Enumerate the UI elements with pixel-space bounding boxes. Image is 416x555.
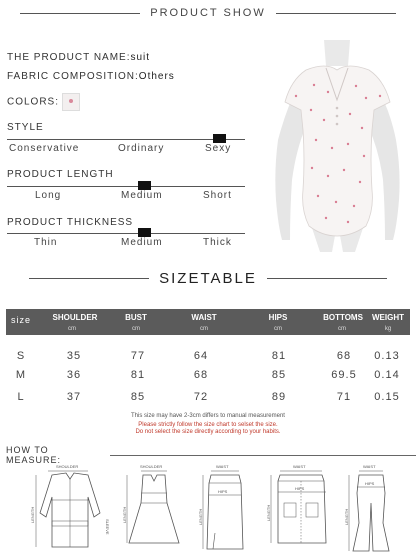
weight-cell: 0.13 — [374, 350, 400, 362]
table-row — [0, 350, 416, 366]
col-waist: WAIST — [191, 313, 217, 322]
shoulder-label: SHOULDER — [140, 464, 163, 469]
hips-label: HIPS — [295, 486, 305, 491]
product-name-value: suit — [130, 52, 151, 63]
divider-line — [20, 13, 140, 14]
col-shoulder: SHOULDER — [52, 313, 98, 322]
length-label: LENGTH — [122, 506, 127, 523]
bust-cell: 85 — [130, 391, 146, 403]
color-swatch[interactable] — [62, 93, 80, 111]
scale-label: Ordinary — [118, 143, 165, 154]
bottoms-cell: 69.5 — [331, 369, 357, 381]
fabric-value: Others — [138, 71, 175, 82]
warning-note: Do not select the size directly according to your habits. — [135, 429, 281, 435]
scale-label: Conservative — [9, 143, 80, 154]
sleeve-label: SLEEVE — [105, 519, 110, 535]
waist-label: WAIST — [216, 464, 229, 469]
divider-line — [267, 278, 387, 279]
fabric-row — [7, 71, 175, 82]
col-weight: WEIGHT — [372, 313, 404, 322]
scale-indicator — [213, 134, 226, 143]
bottoms-cell: 68 — [336, 350, 352, 362]
product-name-row — [7, 52, 150, 63]
scale-label: Medium — [121, 190, 163, 201]
hips-label: HIPS — [218, 489, 228, 494]
unit-label: cm — [274, 326, 282, 332]
size-table-header — [6, 309, 410, 335]
skirt-measure-diagram — [199, 463, 249, 553]
sizetable-header — [0, 270, 416, 287]
waist-label: WAIST — [293, 464, 306, 469]
hips-label: HIPS — [365, 481, 375, 486]
warning-note: Please strictly follow the size chart to selset the size. — [138, 422, 278, 428]
scale-label: Short — [203, 190, 232, 201]
col-hips: HIPS — [268, 313, 288, 322]
length-label: LENGTH — [198, 508, 203, 525]
fabric-label: FABRIC COMPOSITION: — [7, 71, 139, 82]
col-bust: BUST — [125, 313, 147, 322]
divider-line — [276, 13, 396, 14]
shoulder-cell: 36 — [66, 369, 82, 381]
bottoms-cell: 71 — [336, 391, 352, 403]
colors-row — [7, 93, 80, 111]
shoulder-cell: 35 — [66, 350, 82, 362]
unit-label: cm — [338, 326, 346, 332]
waist-cell: 64 — [193, 350, 209, 362]
length-label: LENGTH — [266, 504, 271, 521]
scale-label: Thin — [34, 237, 58, 248]
scale-label: Thick — [203, 237, 232, 248]
col-bottoms: BOTTOMS — [323, 313, 363, 322]
pants-measure-diagram — [345, 463, 395, 553]
weight-cell: 0.14 — [374, 369, 400, 381]
scale-label: Sexy — [205, 143, 232, 154]
divider-line — [29, 278, 149, 279]
hips-cell: 89 — [271, 391, 287, 403]
unit-label: cm — [68, 326, 76, 332]
scale-indicator — [138, 228, 151, 237]
length-label: LENGTH — [30, 506, 35, 523]
unit-label: kg — [384, 326, 392, 332]
weight-cell: 0.15 — [374, 391, 400, 403]
shirt-measure-diagram — [30, 463, 114, 553]
hips-cell: 85 — [271, 369, 287, 381]
bust-cell: 77 — [130, 350, 146, 362]
product-name-label: THE PRODUCT NAME: — [7, 52, 131, 63]
table-row — [0, 369, 416, 385]
scale-bar — [7, 186, 245, 187]
scale-bar — [7, 139, 245, 140]
section-title: PRODUCT SHOW — [150, 7, 266, 19]
scale-indicator — [138, 181, 151, 190]
colors-label: COLORS: — [7, 96, 60, 108]
waist-cell: 68 — [193, 369, 209, 381]
dress-measure-diagram — [123, 463, 185, 553]
how-to-measure-header — [6, 445, 416, 465]
scale-label: Long — [35, 190, 62, 201]
section-title: HOW TO MEASURE: — [6, 445, 62, 465]
length-label: LENGTH — [344, 508, 349, 525]
size-cell: L — [17, 391, 25, 403]
product-photo — [266, 40, 409, 252]
waist-label: WAIST — [363, 464, 376, 469]
size-cell: S — [16, 350, 26, 362]
denim-skirt-measure-diagram — [266, 463, 334, 553]
unit-label: cm — [200, 326, 208, 332]
section-title: SIZETABLE — [159, 270, 257, 287]
bust-cell: 81 — [130, 369, 146, 381]
hips-cell: 81 — [271, 350, 287, 362]
shoulder-cell: 37 — [66, 391, 82, 403]
length-title: PRODUCT LENGTH — [7, 169, 114, 180]
thickness-title: PRODUCT THICKNESS — [7, 217, 134, 228]
unit-label: cm — [132, 326, 140, 332]
col-size: size — [10, 315, 32, 325]
table-row — [0, 391, 416, 407]
scale-bar — [7, 233, 245, 234]
waist-cell: 72 — [193, 391, 209, 403]
shoulder-label: SHOULDER — [56, 464, 79, 469]
divider-line — [110, 455, 416, 456]
style-title: STYLE — [7, 122, 44, 133]
scale-label: Medium — [121, 237, 163, 248]
measurement-note: This size may have 2-3cm differs to manual measurement — [131, 413, 285, 419]
product-show-header — [0, 7, 416, 19]
size-cell: M — [15, 369, 27, 381]
